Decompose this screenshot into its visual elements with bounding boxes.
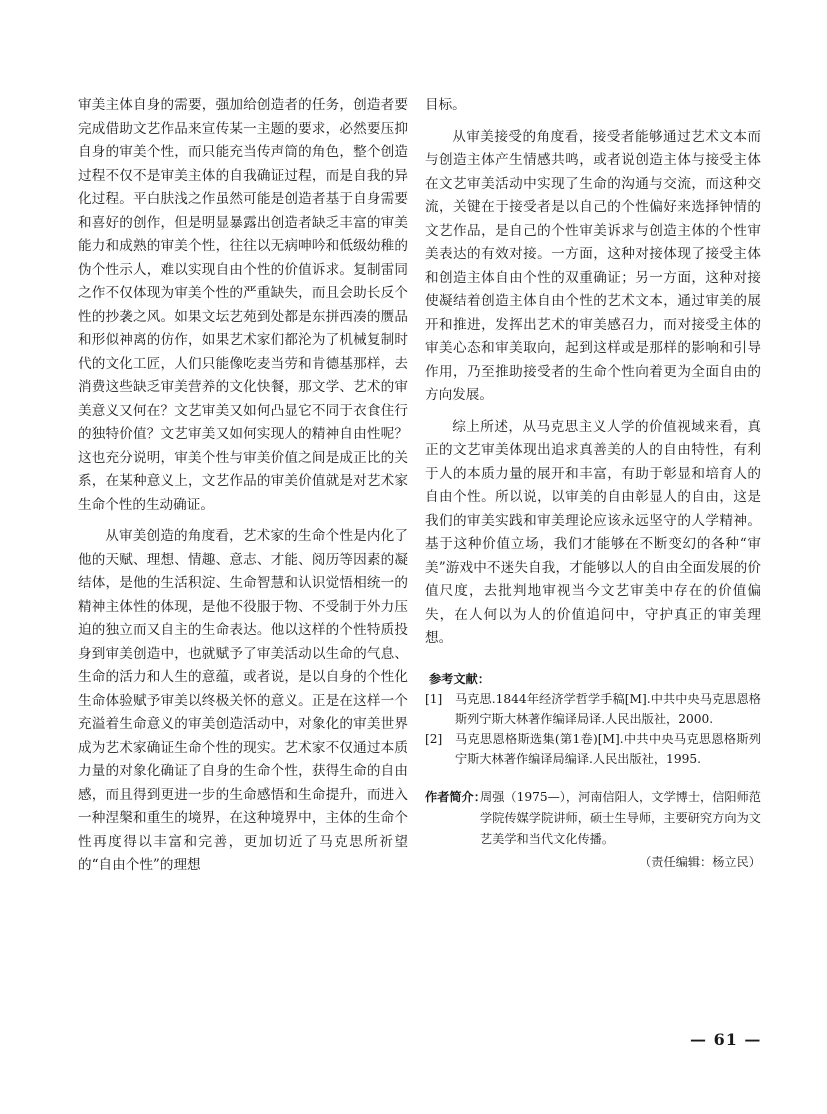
right-column [425, 94, 761, 873]
reference-item [425, 729, 761, 769]
author-bio [425, 787, 761, 850]
responsible-editor: （责任编辑：杨立民） [639, 854, 761, 869]
references-section [425, 669, 761, 769]
body-paragraph: 目标。 [425, 97, 466, 113]
body-paragraph: 综上所述，从马克思主义人学的价值视域来看，真正的文艺审美体现出追求真善美的人的自由特性，有利于人的本质力量的展开和丰富，有助于彰显和培育人的自由个性。所以说，以审美的自由彰显人的自由，这是我们的审美实践和审美理论应该永远坚守的人学精神。基于这种价值立场，我们才能够在不断变幻的各种“审美”游戏中不迷失自我，才能够以人的自由全面发展的价值尺度，去批判地审视当今文艺审美中存在的价值偏失，在人何以为人的价值追问中，守护真正的审美理想。 [425, 418, 761, 646]
body-paragraph: 从审美接受的角度看，接受者能够通过艺术文本而与创造主体产生情感共鸣，或者说创造主体与接受主体在文艺审美活动中实现了生命的沟通与交流，而这种交流，关键在于接受者是以自己的个性偏好来选择钟情的文艺作品，是自己的个性审美诉求与创造主体的个性审美表达的有效对接。一方面，这种对接体现了接受主体和创造主体自由个性的双重确证；另一方面，这种对接使凝结着创造主体自由个性的艺术文本，通过审美的展开和推进，发挥出艺术的审美感召力，而对接受主体的审美心态和审美取向，起到这样或是那样的影响和引导作用，乃至推助接受者的生命个性向着更为全面自由的方向发展。 [425, 128, 761, 403]
body-paragraph: 从审美创造的角度看，艺术家的生命个性是内化了他的天赋、理想、情趣、意志、才能、阅历等因素的凝结体，是他的生活积淀、生命智慧和认识觉悟相统一的精神主体性的体现，是他不役服于物、不受制于外力压迫的独立而又自主的生命表达。他以这样的个性特质投身到审美创造中，也就赋予了审美活动以生命的气息、生命的活力和人生的意蕴，或者说，是以自身的个性化生命体验赋予审美以终极关怀的意义。正是在这样一个充溢着生命意义的审美创造活动中，对象化的审美世界成为艺术家确证生命个性的现实。艺术家不仅通过本质力量的对象化确证了自身的生命个性，获得生命的自由感，而且得到更进一步的生命感悟和生命提升，而进入一种涅槃和重生的境界，在这种境界中，主体的生命个性再度得以丰富和完善，更加切近了马克思所祈望的“自由个性”的理想 [78, 528, 408, 873]
reference-item [425, 689, 761, 729]
references-title: 参考文献： [429, 671, 490, 686]
reference-number: [2] [425, 731, 443, 746]
reference-text: 马克思.1844年经济学哲学手稿[M].中共中央马克思恩格斯列宁斯大林著作编译局译.人民出版社，2000. [455, 691, 761, 726]
body-paragraph: 审美主体自身的需要，强加给创造者的任务，创造者要完成借助文艺作品来宣传某一主题的要求，必然要压抑自身的审美个性，而只能充当传声筒的角色，整个创造过程不仅不是审美主体的自我确证过程，而是自我的异化过程。平白肤浅之作虽然可能是创造者基于自身需要和喜好的创作，但是明显暴露出创造者缺乏丰富的审美能力和成熟的审美个性，往往以无病呻吟和低级幼稚的伪个性示人，难以实现自由个性的价值诉求。复制雷同之作不仅体现为审美个性的严重缺失，而且会助长反个性的抄袭之风。如果文坛艺苑到处都是东拼西凑的赝品和形似神离的仿作，如果艺术家们都沦为了机械复制时代的文化工匠，人们只能像吃麦当劳和肯德基那样，去消费这些缺乏审美营养的文化快餐，那文学、艺术的审美意义又何在？文艺审美又如何凸显它不同于衣食住行的独特价值？文艺审美又如何实现人的精神自由性呢？这也充分说明，审美个性与审美价值之间是成正比的关系，在某种意义上，文艺作品的审美价值就是对艺术家生命个性的生动确证。 [78, 97, 408, 513]
author-bio-label: 作者简介： [425, 789, 486, 804]
reference-number: [1] [425, 691, 443, 706]
left-column [78, 94, 408, 886]
reference-text: 马克思恩格斯选集(第1卷)[M].中共中央马克思恩格斯列宁斯大林著作编译局编译.人民出版社，1995. [455, 731, 761, 766]
page-number: — 61 — [690, 1030, 762, 1049]
author-bio-text: 周强（1975—），河南信阳人，文学博士，信阳师范学院传媒学院讲师，硕士生导师，主要研究方向为文艺美学和当代文化传播。 [480, 789, 761, 846]
